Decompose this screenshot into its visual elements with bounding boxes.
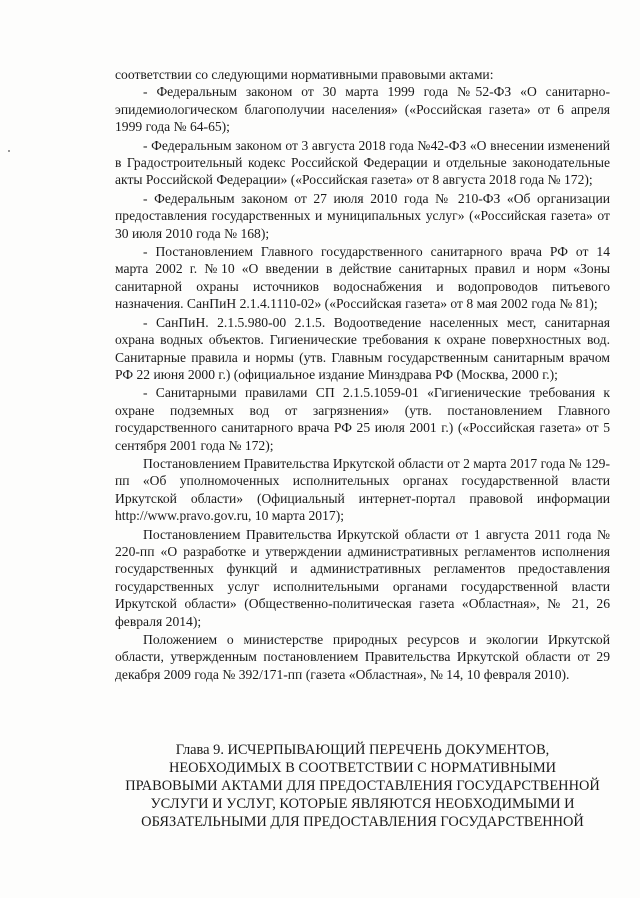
heading-line: Глава 9. ИСЧЕРПЫВАЮЩИЙ ПЕРЕЧЕНЬ ДОКУМЕНТОВ, <box>175 742 550 758</box>
heading-line: ПРАВОВЫМИ АКТАМИ ДЛЯ ПРЕДОСТАВЛЕНИЯ ГОСУДАРСТВЕННОЙ <box>125 778 600 794</box>
paragraph-sanpin: - СанПиН. 2.1.5.980-00 2.1.5. Водоотведение населенных мест, санитарная охрана водных объектов. Гигиенические требования к охране поверхностных вод. Санитарные правила и нормы (утв. Главным государственным санитарным врачом РФ 22 июня 2000 г.) (официальное издание Минздрава РФ (Москва, 2000 г.); <box>115 314 610 382</box>
paragraph-law-42fz: - Федеральным законом от 3 августа 2018 года №42-ФЗ «О внесении изменений в Градостроительный кодекс Российской Федерации и отдельные законодательные акты Российской Федерации» («Российская газета» от 8 августа 2018 года № 172); <box>115 137 610 188</box>
body-text <box>115 66 610 683</box>
heading-line: УСЛУГИ И УСЛУГ, КОТОРЫЕ ЯВЛЯЮТСЯ НЕОБХОДИМЫМИ И <box>150 796 575 812</box>
chapter-heading <box>115 741 610 831</box>
paragraph-sanitary-rules: - Санитарными правилами СП 2.1.5.1059-01 «Гигиенические требования к охране подземных вод от загрязнения» (утв. постановлением Главного государственного санитарного врача РФ 25 июля 2001 г.) («Российская газета» от 5 сентября 2001 года № 172); <box>115 385 610 453</box>
paragraph-law-52fz: - Федеральным законом от 30 марта 1999 года №52-ФЗ «О санитарно-эпидемиологическом благополучии населения» («Российская газета» от 6 апреля 1999 года № 64-65); <box>115 84 610 135</box>
scan-speck <box>8 150 10 152</box>
paragraph-resolution-220pp: Постановлением Правительства Иркутской области от 1 августа 2011 года № 220-пп «О разработке и утверждении административных регламентов исполнения государственных функций и административных регламентов предоставления государственных услуг исполнительными органами государственной власти Иркутской области» (Общественно-политическая газета «Областная», № 21, 26 февраля 2014); <box>115 526 610 629</box>
heading-line: НЕОБХОДИМЫХ В СООТВЕТСТВИИ С НОРМАТИВНЫМИ <box>168 760 557 776</box>
paragraph-regulation-ministry: Положением о министерстве природных ресурсов и экологии Иркутской области, утвержденным постановлением Правительства Иркутской области от 29 декабря 2009 года № 392/171-пп (газета «Областная», № 14, 10 февраля 2010). <box>115 632 610 682</box>
heading-line: ОБЯЗАТЕЛЬНЫМИ ДЛЯ ПРЕДОСТАВЛЕНИЯ ГОСУДАРСТВЕННОЙ <box>141 814 584 830</box>
paragraph-resolution-129pp: Постановлением Правительства Иркутской области от 2 марта 2017 года № 129-пп «Об уполномоченных исполнительных органах государственной власти Иркутской области» (Официальный интернет-портал правовой информации http://www.pravo.gov.ru, 10 марта 2017); <box>115 455 610 524</box>
intro-line: соответствии со следующими нормативными правовыми актами: <box>115 67 494 82</box>
paragraph-law-210fz: - Федеральным законом от 27 июля 2010 года № 210-ФЗ «Об организации предоставления государственных и муниципальных услуг» («Российская газета» от 30 июля 2010 года № 168); <box>115 190 610 241</box>
paragraph-resolution-10: - Постановлением Главного государственного санитарного врача РФ от 14 марта 2002 г. №10 «О введении в действие санитарных правил и норм «Зоны санитарной охраны источников водоснабжения и водопроводов питьевого назначения. СанПиН 2.1.4.1110-02» («Российская газета» от 8 мая 2002 года № 81); <box>115 244 610 312</box>
